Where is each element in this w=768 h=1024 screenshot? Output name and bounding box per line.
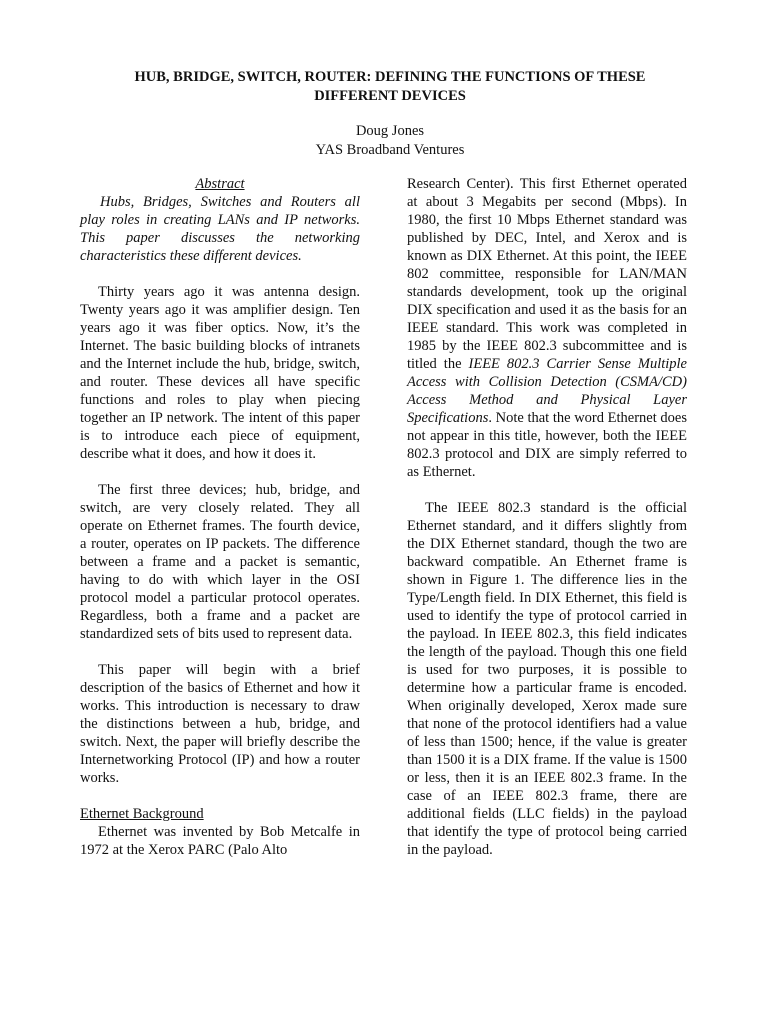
abstract-text: Hubs, Bridges, Switches and Routers all play roles in creating LANs and IP networks. This paper discusses the networking characteristics these different devices. (80, 194, 360, 264)
intro-paragraph-1: Thirty years ago it was antenna design. Twenty years ago it was amplifier design. Ten years ago it was fiber optics. Now, it’s the Internet. The basic building blocks of intranets and the Internet include the hub, bridge, switch, and router. These devices all have specific functions and roles to play when piecing together an IP network. The intent of this paper is to introduce each piece of equipment, describe what it does, and how it does it. (80, 284, 360, 462)
section-heading-ethernet: Ethernet Background (80, 806, 204, 822)
intro-paragraph-3: This paper will begin with a brief description of the basics of Ethernet and how it works. This introduction is necessary to draw the distinctions between a hub, bridge, and switch. Next, the paper will briefly describe the Internetworking Protocol (IP) and how a router works. (80, 662, 360, 786)
author-affiliation: YAS Broadband Ventures (315, 142, 465, 158)
abstract-heading: Abstract (195, 176, 245, 192)
ieee-standard-title: IEEE 802.3 Carrier Sense Multiple Access with Collision Detection (CSMA/CD) Access Method and Physical Layer Specifications (407, 356, 687, 426)
ethernet-paragraph-1-text-a: Research Center). This first Ethernet operated at about 3 Megabits per second (Mbps). In 1980, the first 10 Mbps Ethernet standard was published by DEC, Intel, and Xerox and is known as DIX Ethernet. At this point, the IEEE 802 committee, responsible for LAN/MAN standards development, took up the original DIX specification and used it as the basis for an IEEE standard. This work was completed in 1985 by the IEEE 802.3 subcommittee and is titled the (407, 176, 687, 372)
author-name: Doug Jones (355, 123, 425, 139)
right-column (407, 175, 687, 859)
ethernet-paragraph-1-text-b: . Note that the word Ethernet does not appear in this title, however, both the IEEE 802.3 protocol and DIX are simply referred to as Ethernet. (407, 410, 687, 480)
ethernet-paragraph-1-continued (407, 175, 687, 481)
left-column (80, 175, 360, 859)
intro-paragraph-2: The first three devices; hub, bridge, and switch, are very closely related. They all operate on Ethernet frames. The fourth device, a router, operates on IP packets. The difference between a frame and a packet is semantic, having to do with which layer in the OSI protocol model a particular protocol operates. Regardless, both a frame and a packet are standardized sets of bits used to represent data. (80, 482, 360, 642)
paper-title: HUB, BRIDGE, SWITCH, ROUTER: DEFINING THE FUNCTIONS OF THESE DIFFERENT DEVICES (134, 69, 646, 104)
ethernet-paragraph-2: The IEEE 802.3 standard is the official Ethernet standard, and it differs slightly from the DIX Ethernet standard, though the two are backward compatible. An Ethernet frame is shown in Figure 1. The difference lies in the Type/Length field. In DIX Ethernet, this field is used to identify the type of protocol carried in the payload. In IEEE 802.3, this field indicates the length of the payload. Though this one field is used for two purposes, it is possible to determine how a particular frame is encoded. When originally developed, Xerox made sure that none of the protocol identifiers had a value of less than 1500; hence, if the value is greater than 1500 it is a DIX frame. If the value is 1500 or less, then it is an IEEE 802.3 frame. In the case of an IEEE 802.3 frame, there are additional fields (LLC fields) in the payload that identify the type of protocol being carried in the payload. (407, 500, 687, 858)
author-block (140, 122, 640, 160)
ethernet-paragraph-1-start: Ethernet was invented by Bob Metcalfe in 1972 at the Xerox PARC (Palo Alto (80, 824, 360, 858)
